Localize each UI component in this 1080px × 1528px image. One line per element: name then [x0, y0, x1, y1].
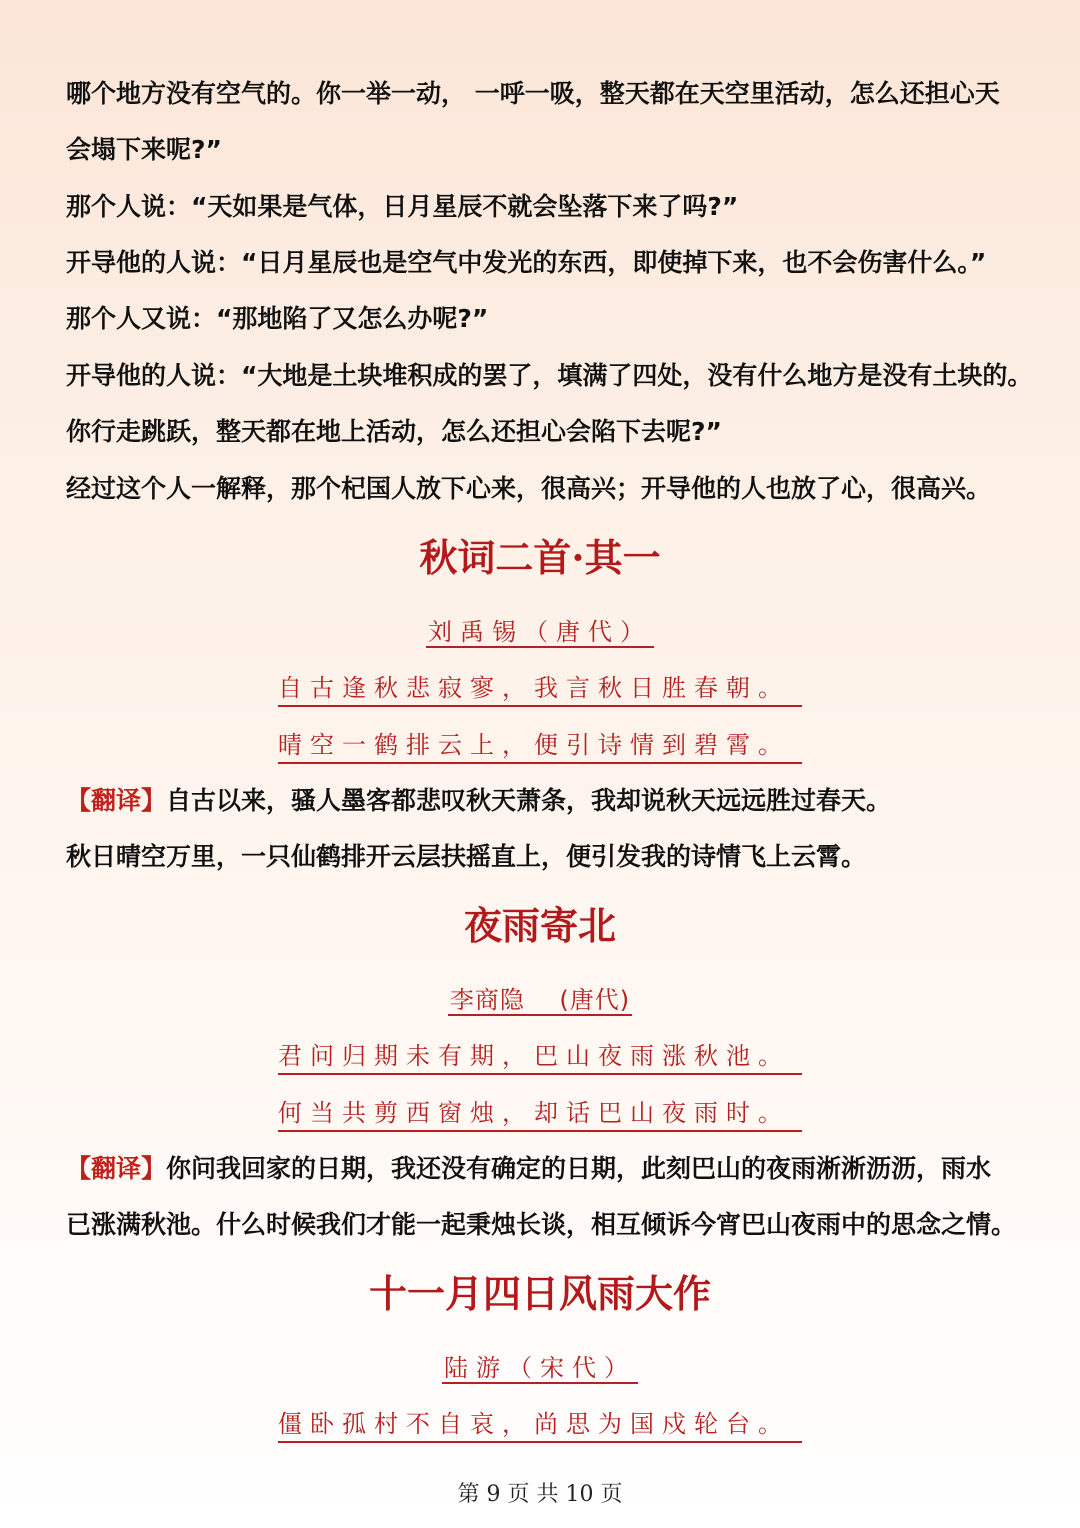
poem-author — [0, 615, 1080, 649]
page-footer: 第 9 页 共 10 页 — [457, 1482, 623, 1507]
translation-line: 秋日晴空万里，一只仙鹤排开云层扶摇直上，便引发我的诗情飞上云霄。 — [66, 842, 867, 871]
translation-line: 已涨满秋池。什么时候我们才能一起秉烛长谈，相互倾诉今宵巴山夜雨中的思念之情。 — [66, 1210, 1017, 1239]
translation-text: 自古以来，骚人墨客都悲叹秋天萧条，我却说秋天远远胜过春天。 — [166, 786, 892, 815]
poem-verse: 自古逢秋悲寂寥，我言秋日胜春朝。 — [278, 671, 802, 707]
poem-author — [0, 983, 1080, 1017]
poem-title: 秋词二首·其一 — [419, 535, 661, 580]
poem-title: 十一月四日风雨大作 — [368, 1271, 711, 1316]
translation-tag: 【翻译】 — [66, 1154, 167, 1183]
translation-line — [66, 785, 1026, 817]
poem-author — [0, 1351, 1080, 1385]
story-line-4: 开导他的人说：“日月星辰也是空气中发光的东西，即使掉下来，也不会伤害什么。” — [66, 248, 987, 277]
story-line-3: 那个人说：“天如果是气体，日月星辰不就会坠落下来了吗?” — [66, 192, 739, 221]
story-line-6: 开导他的人说：“大地是土块堆积成的罢了，填满了四处，没有什么地方是没有土块的。 — [66, 361, 1033, 390]
poem-verse: 僵卧孤村不自哀，尚思为国戍轮台。 — [278, 1407, 802, 1443]
translation-text: 你问我回家的日期，我还没有确定的日期，此刻巴山的夜雨淅淅沥沥，雨水 — [166, 1154, 992, 1183]
poem-verse: 君问归期未有期，巴山夜雨涨秋池。 — [278, 1039, 802, 1075]
author-text: 刘禹锡（唐代） — [428, 618, 652, 646]
poem-verse: 晴空一鹤排云上，便引诗情到碧霄。 — [278, 728, 802, 764]
story-line-7: 你行走跳跃，整天都在地上活动，怎么还担心会陷下去呢?” — [66, 417, 722, 446]
translation-tag: 【翻译】 — [66, 786, 167, 815]
poem-title: 夜雨寄北 — [463, 903, 616, 948]
translation-line — [66, 1153, 1026, 1185]
story-line-1: 哪个地方没有空气的。你一举一动， 一呼一吸，整天都在天空里活动，怎么还担心天 — [66, 79, 1000, 108]
author-text: 陆游（宋代） — [444, 1354, 636, 1382]
story-line-5: 那个人又说：“那地陷了又怎么办呢?” — [66, 304, 489, 333]
story-line-2: 会塌下来呢?” — [66, 135, 222, 164]
poem-verse: 何当共剪西窗烛，却话巴山夜雨时。 — [278, 1096, 802, 1132]
story-line-8: 经过这个人一解释，那个杞国人放下心来，很高兴；开导他的人也放了心，很高兴。 — [66, 474, 992, 503]
author-text: 李商隐 (唐代) — [449, 986, 631, 1014]
